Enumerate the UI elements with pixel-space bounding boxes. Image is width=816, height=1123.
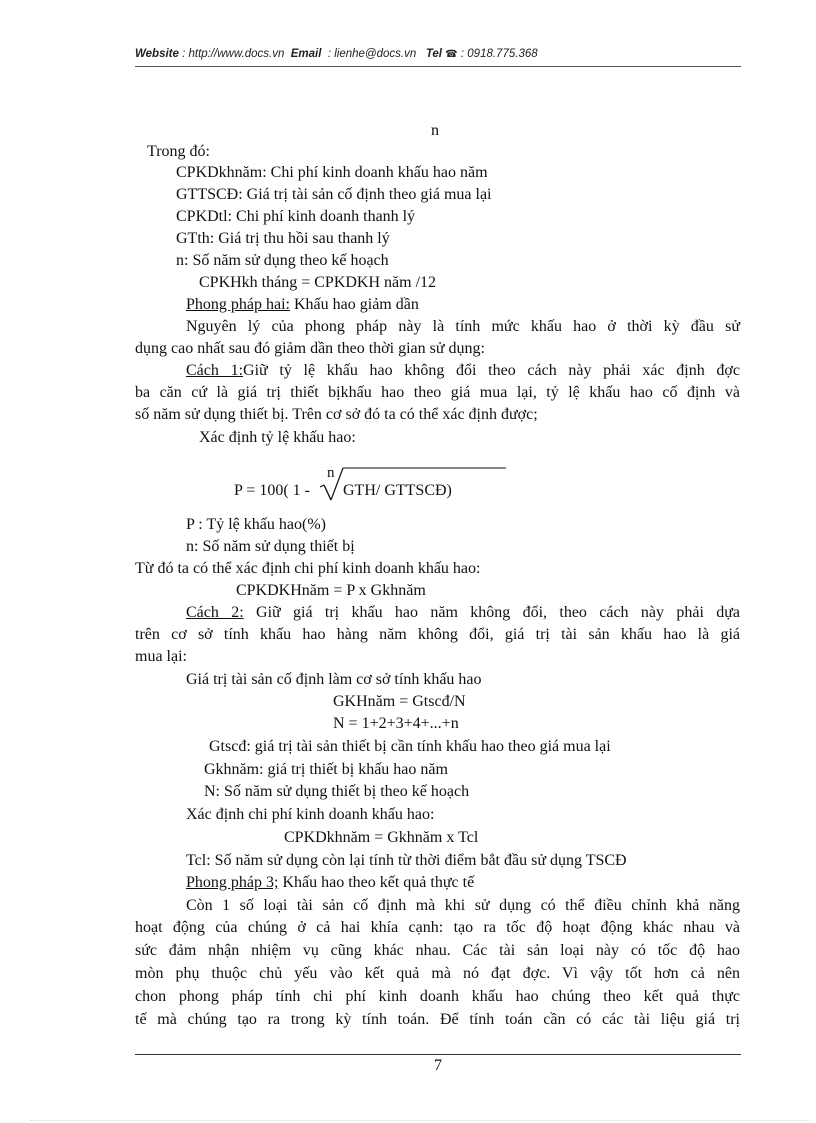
method-line xyxy=(186,361,740,381)
footer-rule xyxy=(135,1054,741,1055)
section-heading xyxy=(186,295,419,315)
method-title: Cách 2: xyxy=(186,604,244,621)
text-line: n: Số năm sử dụng thiết bị xyxy=(186,538,355,555)
section-title: Phong pháp hai: xyxy=(186,296,290,313)
formula-left: P = 100( 1 - xyxy=(234,482,310,499)
page-number: 7 xyxy=(434,1057,442,1074)
method-text: Giữ giá trị khấu hao năm không đổi, theo cách này phải dựa xyxy=(243,604,741,621)
formula-line: GKHnăm = Gtscđ/N xyxy=(333,693,466,710)
email-value: : lienhe@docs.vn xyxy=(327,48,417,60)
text-line: Còn 1 số loại tài sản cố định mà khi sử dụng có thể điều chỉnh khả năng xyxy=(186,897,740,914)
page-header xyxy=(135,48,741,67)
tel-value: : 0918.775.368 xyxy=(460,48,538,60)
text-line: số năm sử dụng thiết bị. Trên cơ sở đó ta có thể xác định được; xyxy=(135,406,538,423)
formula-line: CPKHkh tháng = CPKDKH năm /12 xyxy=(199,274,437,291)
text-line: Tcl: Số năm sử dụng còn lại tính từ thời điểm bắt đầu sử dụng TSCĐ xyxy=(186,852,627,869)
text-line: CPKDtl: Chi phí kinh doanh thanh lý xyxy=(176,208,416,225)
phone-icon: ☎ xyxy=(445,49,458,60)
website-label: Website xyxy=(135,48,179,60)
text-line: hoạt động của chúng ở cả hai khía cạnh: tạo ra tốc độ hoạt động khác nhau và xyxy=(135,919,740,936)
text-line: tế mà chúng tạo ra trong kỳ tính toán. Để tính toán cần có các tài liệu giá trị xyxy=(135,1011,740,1028)
page-bottom-border xyxy=(30,1120,810,1121)
text-line: Trong đó: xyxy=(147,143,210,160)
text-line: Từ đó ta có thể xác định chi phí kinh doanh khấu hao: xyxy=(135,560,481,577)
text-line: mua lại: xyxy=(135,648,187,665)
text-line: chon phong pháp tính chi phí kinh doanh khấu hao chúng theo kết quả thực xyxy=(135,988,740,1005)
text-line: ba căn cứ là giá trị thiết bịkhấu hao theo giá mua lại, tỷ lệ khấu hao cố định và xyxy=(135,384,740,401)
formula-line: N = 1+2+3+4+...+n xyxy=(333,715,459,732)
text-line: Nguyên lý của phong pháp này là tính mức khấu hao ở thời kỳ đầu sử xyxy=(186,318,740,335)
text-line: n: Số năm sử dụng theo kế hoạch xyxy=(176,252,389,269)
section-title: Phong pháp 3; xyxy=(186,874,279,891)
text-line: GTTSCĐ: Giá trị tài sản cố định theo giá mua lại xyxy=(176,186,492,203)
text-line: dụng cao nhất sau đó giảm dần theo thời gian sử dụng: xyxy=(135,340,485,357)
text-line: Xác định chi phí kinh doanh khấu hao: xyxy=(186,806,435,823)
section-heading xyxy=(186,873,474,893)
formula-exponent-n: n xyxy=(431,122,439,139)
method-title: Cách 1: xyxy=(186,362,244,379)
tel-label: Tel xyxy=(425,48,443,60)
text-line: trên cơ sở tính khấu hao hàng năm không đổi, giá trị tài sản khấu hao là giá xyxy=(135,626,740,643)
text-line: GTth: Giá trị thu hồi sau thanh lý xyxy=(176,230,390,247)
text-line: mòn phụ thuộc chủ yếu vào kết quả mà nó đạt đợc. Vì vậy tốt hơn cả nên xyxy=(135,965,740,982)
root-index-n: n xyxy=(327,465,335,481)
text-line: sức đảm nhận nhiệm vụ cũng khác nhau. Các tài sản loại này có tốc độ hao xyxy=(135,942,740,959)
formula-line: CPKDkhnăm = Gkhnăm x Tcl xyxy=(284,829,479,846)
method-text: Giữ tỷ lệ khấu hao không đổi theo cách này phải xác định đợc xyxy=(243,362,740,379)
text-line: Giá trị tài sản cố định làm cơ sở tính khấu hao xyxy=(186,671,482,688)
text-line: Xác định tỷ lệ khấu hao: xyxy=(199,429,356,446)
formula-radicand: GTH/ GTTSCĐ) xyxy=(343,482,452,499)
website-value: : http://www.docs.vn xyxy=(182,48,285,60)
method-line xyxy=(186,603,740,623)
section-subtitle: Khấu hao theo kết quả thực tế xyxy=(278,874,475,891)
text-line: Gkhnăm: giá trị thiết bị khấu hao năm xyxy=(204,761,448,778)
section-subtitle: Khấu hao giảm dần xyxy=(290,296,419,313)
formula-line: CPKDKHnăm = P x Gkhnăm xyxy=(236,582,426,599)
text-line: Gtscđ: giá trị tài sản thiết bị cần tính khấu hao theo giá mua lại xyxy=(209,738,611,755)
text-line: CPKDkhnăm: Chi phí kinh doanh khấu hao năm xyxy=(176,164,488,181)
text-line: N: Số năm sử dụng thiết bị theo kế hoạch xyxy=(204,783,470,800)
text-line: P : Tỷ lệ khấu hao(%) xyxy=(186,516,326,533)
email-label: Email xyxy=(290,48,322,60)
